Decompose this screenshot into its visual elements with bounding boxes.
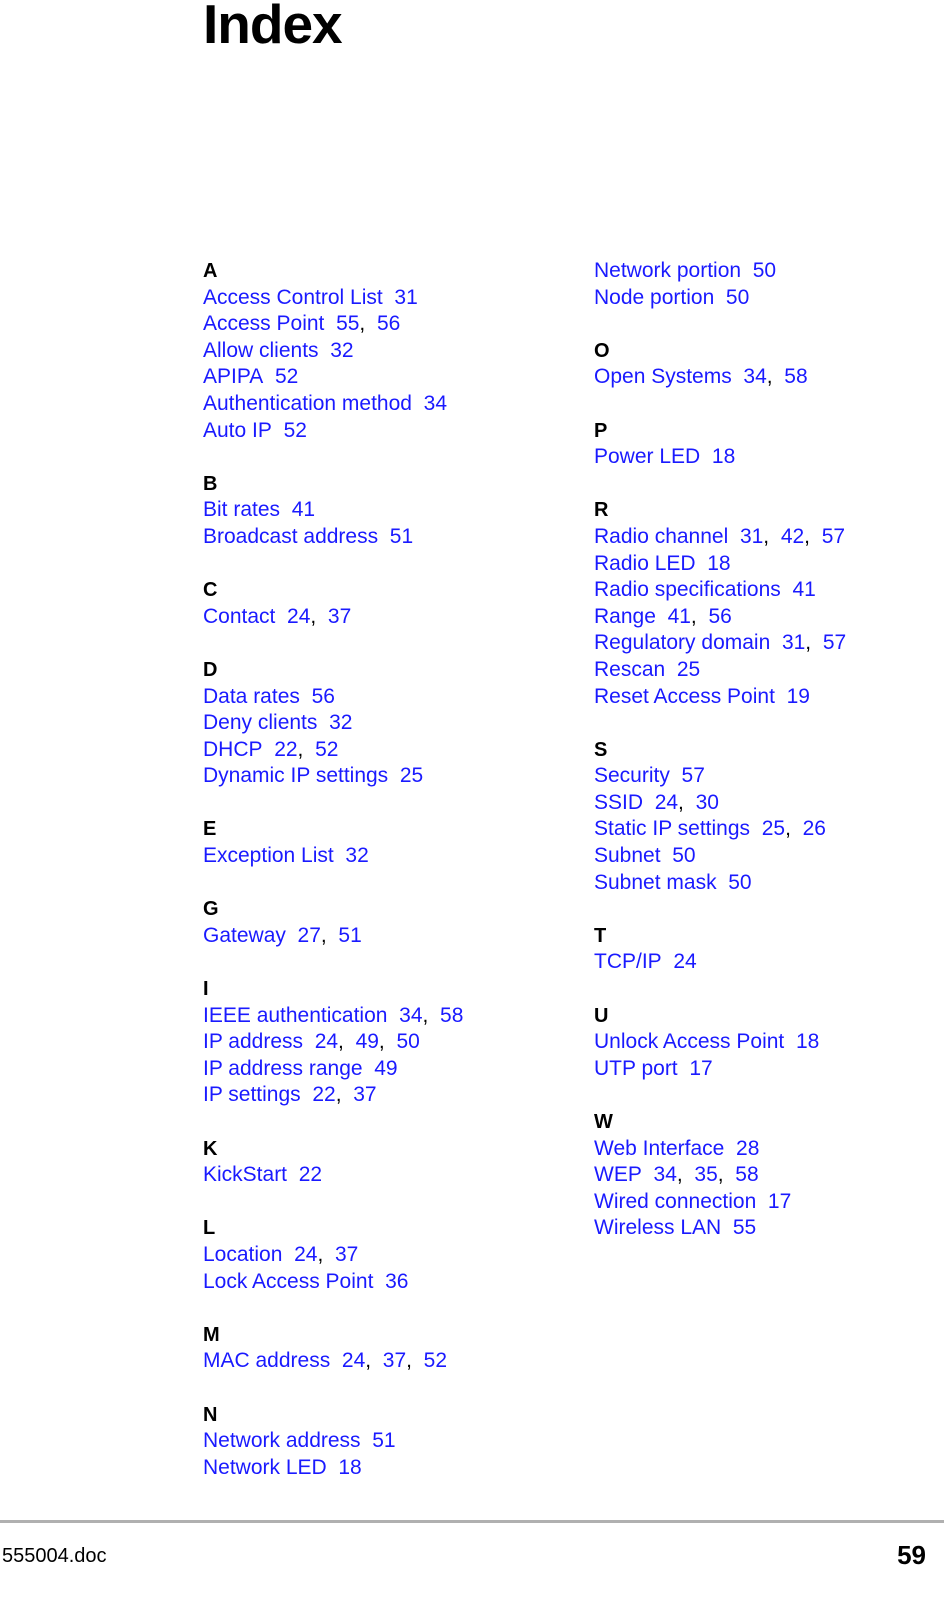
index-group <box>203 976 543 1109</box>
index-term[interactable]: Network address <box>203 1429 361 1453</box>
index-letter-heading: P <box>594 419 608 442</box>
index-page-link[interactable]: 30 <box>695 790 719 814</box>
index-entry[interactable] <box>594 1029 934 1056</box>
index-group <box>203 258 543 444</box>
index-entry[interactable]: Gateway 27, 51 <box>203 923 362 947</box>
index-page-link[interactable]: 37 <box>353 1083 377 1107</box>
index-page-link[interactable]: 24 <box>314 1030 339 1054</box>
index-page-link[interactable]: 51 <box>338 923 362 947</box>
index-page-link[interactable]: 19 <box>786 684 810 708</box>
index-term[interactable]: Subnet mask <box>594 870 717 894</box>
index-term[interactable]: IP settings <box>203 1083 301 1107</box>
index-page-link[interactable]: 25 <box>676 657 701 681</box>
index-page-link[interactable]: 52 <box>283 418 307 442</box>
index-page-link[interactable]: 51 <box>372 1429 396 1453</box>
index-page-link[interactable]: 17 <box>767 1189 792 1213</box>
index-group <box>203 1402 543 1482</box>
index-page-link[interactable]: 52 <box>315 737 339 761</box>
page-title: Index <box>203 0 342 55</box>
index-entry[interactable]: IEEE authentication 34, 58 <box>203 1003 464 1027</box>
index-term[interactable]: Contact <box>203 604 276 628</box>
index-entry[interactable] <box>594 444 934 471</box>
index-group <box>203 816 543 869</box>
index-term[interactable]: Deny clients <box>203 711 318 735</box>
index-term[interactable]: Authentication method <box>203 391 412 415</box>
index-letter-heading: D <box>203 658 218 681</box>
index-entry[interactable] <box>594 657 934 684</box>
index-column-left <box>203 258 543 1508</box>
index-page-link[interactable]: 50 <box>752 259 777 282</box>
index-letter-heading: T <box>594 924 607 947</box>
index-term[interactable]: IP address range <box>203 1056 363 1080</box>
index-term[interactable]: SSID <box>594 790 644 814</box>
index-term[interactable]: Access Control List <box>203 285 383 309</box>
index-term[interactable]: Network portion <box>594 259 742 282</box>
index-column-right <box>594 258 934 1269</box>
index-term[interactable]: Open Systems <box>594 365 732 389</box>
index-page-link[interactable]: 56 <box>376 312 401 336</box>
index-letter-heading: U <box>594 1004 609 1027</box>
index-term[interactable]: KickStart <box>203 1163 288 1187</box>
index-entry[interactable]: Regulatory domain 31, 57 <box>594 631 847 655</box>
index-entry[interactable]: Open Systems 34, 58 <box>594 365 808 389</box>
index-entry[interactable] <box>203 418 543 445</box>
index-term[interactable]: IEEE authentication <box>203 1003 388 1027</box>
index-page-link[interactable]: 27 <box>297 923 321 947</box>
index-page-link[interactable]: 41 <box>667 604 691 628</box>
index-entry[interactable] <box>203 710 543 737</box>
index-entry[interactable] <box>203 1455 543 1482</box>
index-entry[interactable]: MAC address 24, 37, 52 <box>203 1349 447 1373</box>
index-page-link[interactable]: 37 <box>382 1349 407 1373</box>
index-term[interactable]: Radio specifications <box>594 578 781 602</box>
index-term[interactable]: Auto IP <box>203 418 272 442</box>
index-page-link[interactable]: 26 <box>802 817 826 841</box>
index-letter-heading: A <box>203 260 218 282</box>
index-entry[interactable] <box>594 551 934 578</box>
index-page-link[interactable]: 18 <box>707 551 731 575</box>
index-page-link[interactable]: 32 <box>345 844 369 868</box>
index-page-link[interactable]: 51 <box>389 524 414 548</box>
index-group <box>594 258 934 311</box>
index-page-link[interactable]: 56 <box>708 604 732 628</box>
index-entry[interactable] <box>203 763 543 790</box>
index-page-link[interactable]: 22 <box>312 1083 336 1107</box>
index-term[interactable]: Location <box>203 1242 283 1266</box>
index-term[interactable]: Unlock Access Point <box>594 1030 785 1054</box>
index-page-link[interactable]: 50 <box>728 870 752 894</box>
index-page-link[interactable]: 24 <box>287 604 311 628</box>
index-entry[interactable]: Location 24, 37 <box>203 1242 359 1266</box>
index-term[interactable]: Rescan <box>594 657 666 681</box>
index-entry[interactable]: IP settings 22, 37 <box>203 1083 377 1107</box>
index-group <box>594 1109 934 1242</box>
index-term[interactable]: Broadcast address <box>203 524 379 548</box>
index-page-link[interactable]: 52 <box>423 1349 447 1373</box>
index-entry[interactable] <box>594 258 934 285</box>
index-letter-heading: M <box>203 1323 220 1346</box>
index-page-link[interactable]: 25 <box>761 817 786 841</box>
index-term[interactable]: UTP port <box>594 1056 678 1080</box>
index-term[interactable]: Range <box>594 604 656 628</box>
index-entry[interactable] <box>594 1215 934 1242</box>
index-page-link[interactable]: 34 <box>653 1163 677 1187</box>
index-page-link[interactable]: 22 <box>274 737 298 761</box>
index-page-link[interactable]: 57 <box>821 524 846 548</box>
index-page-link[interactable]: 58 <box>440 1003 464 1027</box>
index-group <box>203 577 543 630</box>
index-entry[interactable] <box>203 1056 543 1083</box>
index-entry[interactable]: IP address 24, 49, 50 <box>203 1030 420 1054</box>
index-entry[interactable] <box>594 1189 934 1216</box>
index-entry[interactable] <box>203 285 543 312</box>
index-term[interactable]: Bit rates <box>203 498 281 522</box>
index-letter-heading: N <box>203 1403 218 1426</box>
index-entry[interactable] <box>203 1428 543 1455</box>
index-letter-heading: G <box>203 898 219 921</box>
index-group <box>203 1322 543 1375</box>
index-page-link[interactable]: 50 <box>725 285 750 309</box>
index-entry[interactable] <box>203 338 543 365</box>
index-entry[interactable]: WEP 34, 35, 58 <box>594 1163 759 1187</box>
index-letter-heading: C <box>203 579 218 602</box>
index-term[interactable]: Gateway <box>203 923 286 947</box>
index-page-link[interactable]: 24 <box>654 790 679 814</box>
index-term[interactable]: Wireless LAN <box>594 1216 722 1240</box>
index-entry[interactable]: Radio channel 31, 42, 57 <box>594 524 846 548</box>
index-page-link[interactable]: 28 <box>736 1136 760 1160</box>
index-term[interactable]: DHCP <box>203 737 263 761</box>
index-term[interactable]: Regulatory domain <box>594 631 771 655</box>
index-letter-heading: W <box>594 1111 613 1133</box>
index-group <box>203 896 543 949</box>
index-page-link[interactable]: 49 <box>374 1056 398 1080</box>
index-page-link[interactable]: 32 <box>330 338 354 362</box>
footer-divider <box>0 1520 944 1523</box>
index-page-link[interactable]: 36 <box>385 1269 409 1293</box>
index-page-link[interactable]: 34 <box>399 1003 423 1027</box>
index-group <box>594 1003 934 1083</box>
index-group <box>594 338 934 391</box>
index-page-link[interactable]: 52 <box>274 365 299 389</box>
index-entry[interactable] <box>594 1136 934 1163</box>
index-entry[interactable] <box>203 497 543 524</box>
index-term[interactable]: Lock Access Point <box>203 1269 374 1293</box>
index-term[interactable]: Network LED <box>203 1455 327 1479</box>
index-page-link[interactable]: 18 <box>795 1030 820 1054</box>
footer-page-number: 59 <box>897 1540 926 1570</box>
index-term[interactable]: Dynamic IP settings <box>203 764 389 788</box>
index-page-link[interactable]: 24 <box>341 1349 366 1373</box>
index-entry[interactable] <box>203 1162 543 1189</box>
index-page-link[interactable]: 50 <box>396 1030 420 1054</box>
index-page-link[interactable]: 41 <box>291 498 316 522</box>
index-page-link[interactable]: 37 <box>327 604 352 628</box>
index-letter-heading: R <box>594 499 609 522</box>
index-term[interactable]: Power LED <box>594 445 701 469</box>
index-term[interactable]: Static IP settings <box>594 817 751 841</box>
index-entry[interactable] <box>203 1269 543 1296</box>
index-page-link[interactable]: 49 <box>355 1030 379 1054</box>
footer-document-name: 555004.doc <box>2 1545 107 1567</box>
index-entry[interactable]: Range 41, 56 <box>594 604 732 628</box>
index-page-link[interactable]: 37 <box>334 1242 359 1266</box>
index-term[interactable]: APIPA <box>203 365 264 389</box>
index-entry[interactable] <box>594 870 934 897</box>
index-entry[interactable] <box>203 684 543 711</box>
index-entry[interactable] <box>594 949 934 976</box>
index-page-link[interactable]: 56 <box>311 684 335 708</box>
index-term[interactable]: Data rates <box>203 684 300 708</box>
index-page-link[interactable]: 34 <box>743 365 767 389</box>
index-page-link[interactable]: 25 <box>399 764 424 788</box>
index-entry[interactable]: DHCP 22, 52 <box>203 737 339 761</box>
index-entry[interactable] <box>203 524 543 551</box>
index-term[interactable]: Radio LED <box>594 551 696 575</box>
index-group <box>594 737 934 897</box>
index-page-link[interactable]: 31 <box>394 285 418 309</box>
index-entry[interactable] <box>594 684 934 711</box>
index-entry[interactable] <box>594 577 934 604</box>
index-page-link[interactable]: 18 <box>711 445 736 469</box>
index-letter-heading: O <box>594 339 610 362</box>
index-term[interactable]: Subnet <box>594 844 661 868</box>
index-entry[interactable] <box>594 763 934 790</box>
index-page-link[interactable]: 34 <box>423 391 448 415</box>
index-entry[interactable] <box>594 1056 934 1083</box>
index-term[interactable]: IP address <box>203 1030 304 1054</box>
index-term[interactable]: Wired connection <box>594 1189 757 1213</box>
index-group <box>594 418 934 471</box>
index-page-link[interactable]: 32 <box>329 711 353 735</box>
index-entry[interactable]: Static IP settings 25, 26 <box>594 817 826 841</box>
index-letter-heading: L <box>203 1217 216 1240</box>
index-group <box>203 1136 543 1189</box>
index-page-link[interactable]: 42 <box>780 524 805 548</box>
index-page-link[interactable]: 18 <box>338 1455 362 1479</box>
index-letter-heading: S <box>594 738 608 761</box>
index-term[interactable]: TCP/IP <box>594 950 662 974</box>
index-group <box>203 1215 543 1295</box>
index-term[interactable]: Allow clients <box>203 338 319 362</box>
index-group <box>203 657 543 790</box>
index-entry[interactable]: Access Point 55, 56 <box>203 312 401 336</box>
index-term[interactable]: Web Interface <box>594 1136 725 1160</box>
index-page-link[interactable]: 22 <box>298 1163 323 1187</box>
index-page-link[interactable]: 35 <box>694 1163 718 1187</box>
index-term[interactable]: MAC address <box>203 1349 331 1373</box>
index-entry[interactable] <box>203 843 543 870</box>
index-term[interactable]: Radio channel <box>594 524 729 548</box>
index-page-link[interactable]: 17 <box>689 1056 713 1080</box>
index-letter-heading: K <box>203 1137 218 1160</box>
index-page-link[interactable]: 57 <box>681 764 705 788</box>
index-entry[interactable] <box>594 285 934 312</box>
index-page-link[interactable]: 31 <box>781 631 806 655</box>
index-page-link[interactable]: 58 <box>784 365 808 389</box>
index-group <box>203 471 543 551</box>
index-entry[interactable] <box>594 843 934 870</box>
index-term[interactable]: Reset Access Point <box>594 684 775 708</box>
index-page-link[interactable]: 57 <box>822 631 847 655</box>
index-term[interactable]: Security <box>594 764 670 788</box>
index-letter-heading: E <box>203 818 217 841</box>
index-term[interactable]: WEP <box>594 1163 642 1187</box>
index-entry[interactable] <box>203 391 543 418</box>
index-entry[interactable]: SSID 24, 30 <box>594 790 719 814</box>
index-term[interactable]: Node portion <box>594 285 715 309</box>
index-page-link[interactable]: 55 <box>732 1216 757 1240</box>
index-term[interactable]: Exception List <box>203 844 334 868</box>
index-group <box>594 923 934 976</box>
index-page-link[interactable]: 55 <box>336 312 360 336</box>
index-entry[interactable]: Contact 24, 37 <box>203 604 352 628</box>
index-entry[interactable] <box>203 364 543 391</box>
index-group <box>594 497 934 710</box>
index-page-link[interactable]: 31 <box>739 524 764 548</box>
index-letter-heading: B <box>203 472 218 495</box>
index-page-link[interactable]: 24 <box>294 1242 318 1266</box>
index-letter-heading: I <box>203 978 209 1001</box>
index-term[interactable]: Access Point <box>203 312 325 336</box>
index-page-link[interactable]: 24 <box>673 950 697 974</box>
index-page-link[interactable]: 58 <box>735 1163 759 1187</box>
index-page-link[interactable]: 50 <box>672 844 696 868</box>
index-page-link[interactable]: 41 <box>792 578 816 602</box>
